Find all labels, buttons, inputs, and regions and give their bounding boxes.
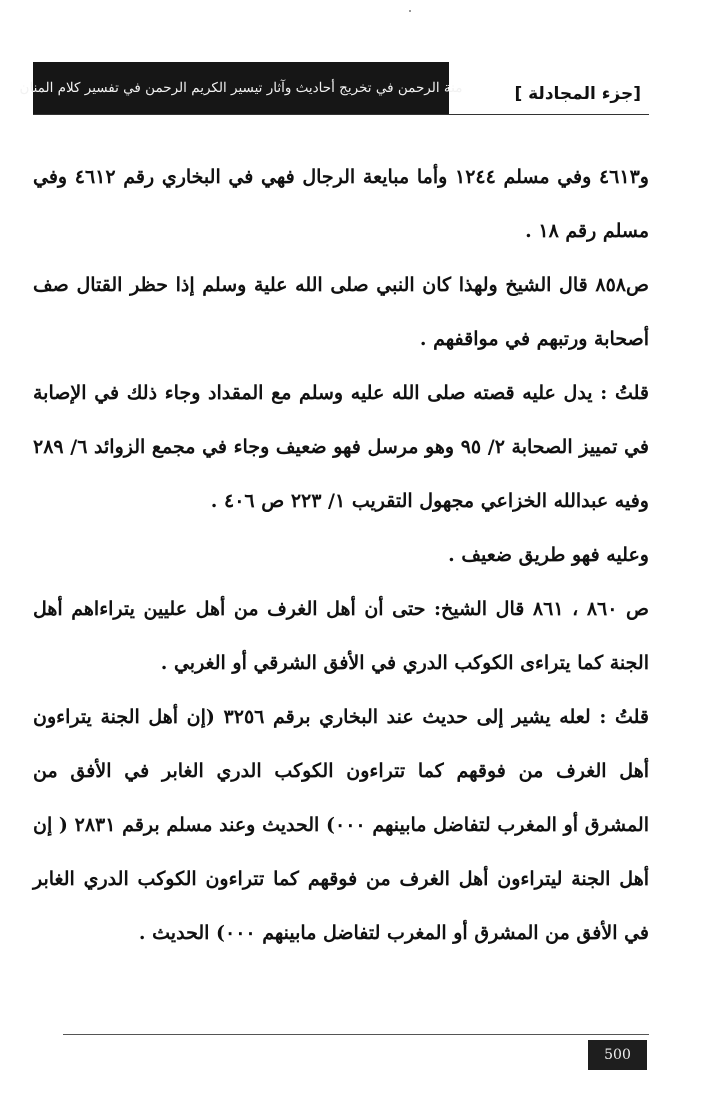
book-title: منة الرحمن في تخريج أحاديث وآثار تيسير الكريم الرحمن في تفسير كلام المنان <box>19 80 463 96</box>
section-label: [جزء المجادلة ] <box>514 84 641 104</box>
footer-divider <box>63 1034 649 1035</box>
page-number: 500 <box>604 1047 631 1063</box>
book-title-banner <box>19 62 463 114</box>
paragraph-5: ص ٨٦٠ ، ٨٦١ قال الشيخ: حتى أن أهل الغرف من أهل عليين يتراءاهم أهل الجنة كما يتراءى الكوكب الدري في الأفق الشرقي أو الغربي . <box>33 598 649 674</box>
page-number-badge <box>588 1040 647 1070</box>
header-divider <box>33 114 649 115</box>
paragraph-2: ص٨٥٨ قال الشيخ ولهذا كان النبي صلى الله علية وسلم إذا حظر القتال صف أصحابة ورتبهم في مواقفهم . <box>33 274 649 350</box>
paragraph-4: وعليه فهو طريق ضعيف . <box>448 544 649 566</box>
paragraph-6: قلتُ : لعله يشير إلى حديث عند البخاري برقم ٣٢٥٦ (إن أهل الجنة يتراءون أهل الغرف من فوقهم كما تتراءون الكوكب الدري الغابر في الأفق من المشرق أو المغرب لتفاضل مابينهم ٠٠٠) الحديث وعند مسلم برقم ٢٨٣١ ( إن أهل الجنة ليتراءون أهل الغرف من فوقهم كما تتراءون الكوكب الدري الغابر في الأفق من المشرق أو المغرب لتفاضل مابينهم ٠٠٠) الحديث . <box>33 706 650 944</box>
paragraph-3: قلتُ : يدل عليه قصته صلى الله عليه وسلم مع المقداد وجاء ذلك في الإصابة في تمييز الصحابة ٢/ ٩٥ وهو مرسل فهو ضعيف وجاء في مجمع الزوائد ٦/ ٢٨٩ وفيه عبدالله الخزاعي مجهول التقريب ١/ ٢٢٣ ص ٤٠٦ . <box>33 382 649 512</box>
page-body <box>33 150 649 960</box>
scan-speck <box>409 10 411 12</box>
paragraph-1: و٤٦١٣ وفي مسلم ١٢٤٤ وأما مبايعة الرجال فهي في البخاري رقم ٤٦١٢ وفي مسلم رقم ١٨ . <box>33 166 649 242</box>
